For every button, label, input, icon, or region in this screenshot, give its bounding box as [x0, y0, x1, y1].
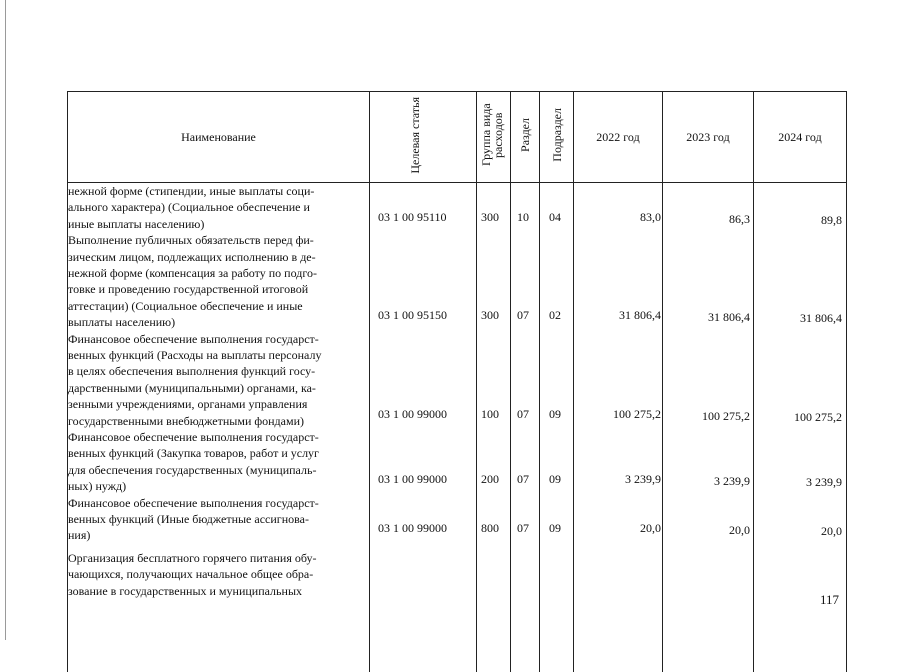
- expense-item-name-line: товке и проведению государственной итоговой: [68, 281, 369, 297]
- expense-item-name-line: государственными внебюджетными фондами): [68, 413, 369, 429]
- value-subsection: 02: [549, 308, 561, 322]
- value-subsection: 09: [549, 472, 561, 486]
- table-header-row: [68, 92, 847, 183]
- expense-item-name-line: в целях обеспечения выполнения функций госу-: [68, 363, 369, 379]
- budget-table: [67, 91, 847, 672]
- value-v2022: 20,0: [640, 521, 661, 535]
- value-subsection: 09: [549, 407, 561, 421]
- header-section: Раздел: [511, 92, 540, 183]
- value-v2024: 31 806,4: [800, 311, 842, 325]
- expense-item-name-line: нежной форме (компенсация за работу по подго-: [68, 265, 369, 281]
- expense-item-name: [68, 429, 369, 495]
- value-v2022: 83,0: [640, 210, 661, 224]
- expense-item-name-line: чающихся, получающих начальное общее обра-: [68, 566, 369, 582]
- header-year-2024: 2024 год: [754, 92, 847, 183]
- value-v2024: 89,8: [821, 213, 842, 227]
- value-v2024: 3 239,9: [806, 475, 842, 489]
- value-v2023: 100 275,2: [702, 409, 750, 423]
- expense-item-name-line: венных функций (Иные бюджетные ассигнова-: [68, 511, 369, 527]
- expense-item-name-line: дарственными (муниципальными) органами, ка-: [68, 380, 369, 396]
- value-v2022: 3 239,9: [625, 472, 661, 486]
- value-v2023: 3 239,9: [714, 474, 750, 488]
- expense-item-name: [68, 550, 369, 599]
- expense-item-name-line: Выполнение публичных обязательств перед фи-: [68, 232, 369, 248]
- value-code: 03 1 00 95110: [378, 210, 447, 224]
- value-v2023: 31 806,4: [708, 310, 750, 324]
- header-name: Наименование: [68, 92, 370, 183]
- expense-item-name-line: ального характера) (Социальное обеспечение и: [68, 199, 369, 215]
- value-group: 100: [481, 407, 499, 421]
- value-code: 03 1 00 99000: [378, 407, 447, 421]
- expense-item-name-line: зенными учреждениями, органами управления: [68, 396, 369, 412]
- value-group: 200: [481, 472, 499, 486]
- year-2023-column: [663, 183, 754, 672]
- value-v2023: 20,0: [729, 523, 750, 537]
- expense-item-name-line: нежной форме (стипендии, иные выплаты соци-: [68, 183, 369, 199]
- left-margin-line: [5, 0, 6, 640]
- header-year-2023: 2023 год: [663, 92, 754, 183]
- expense-item-name-line: иные выплаты населению): [68, 216, 369, 232]
- value-v2022: 100 275,2: [613, 407, 661, 421]
- expense-item-name-line: выплаты населению): [68, 314, 369, 330]
- expense-item-name: [68, 232, 369, 330]
- value-section: 07: [517, 407, 529, 421]
- value-section: 10: [517, 210, 529, 224]
- value-subsection: 04: [549, 210, 561, 224]
- expense-item-name-line: зическим лицом, подлежащих исполнению в де-: [68, 249, 369, 265]
- expense-item-name: [68, 331, 369, 429]
- expense-item-name: [68, 183, 369, 232]
- value-code: 03 1 00 95150: [378, 308, 447, 322]
- value-code: 03 1 00 99000: [378, 472, 447, 486]
- expense-item-name-line: Финансовое обеспечение выполнения государст-: [68, 331, 369, 347]
- page-number: 117: [820, 592, 839, 608]
- header-year-2022: 2022 год: [574, 92, 663, 183]
- header-subsection: Подраздел: [540, 92, 574, 183]
- value-v2024: 20,0: [821, 524, 842, 538]
- value-group: 300: [481, 308, 499, 322]
- expense-item-name-line: Финансовое обеспечение выполнения государст-: [68, 429, 369, 445]
- value-group: 300: [481, 210, 499, 224]
- expense-item-name-line: Организация бесплатного горячего питания обу-: [68, 550, 369, 566]
- section-column: [511, 183, 540, 672]
- year-2022-column: [574, 183, 663, 672]
- value-v2022: 31 806,4: [619, 308, 661, 322]
- code-column: [370, 183, 477, 672]
- expense-item-name-line: венных функций (Закупка товаров, работ и услуг: [68, 445, 369, 461]
- value-code: 03 1 00 99000: [378, 521, 447, 535]
- value-group: 800: [481, 521, 499, 535]
- header-expense-group: Группа вида расходов: [477, 92, 511, 183]
- expense-item-name-line: ния): [68, 527, 369, 543]
- group-column: [477, 183, 511, 672]
- expense-item-name-line: аттестации) (Социальное обеспечение и иные: [68, 298, 369, 314]
- expense-item-name-line: для обеспечения государственных (муниципаль-: [68, 462, 369, 478]
- value-subsection: 09: [549, 521, 561, 535]
- value-section: 07: [517, 308, 529, 322]
- value-section: 07: [517, 521, 529, 535]
- value-v2024: 100 275,2: [794, 410, 842, 424]
- expense-item-name-line: венных функций (Расходы на выплаты персоналу: [68, 347, 369, 363]
- name-column: [68, 183, 370, 672]
- expense-item-name-line: ных) нужд): [68, 478, 369, 494]
- value-v2023: 86,3: [729, 212, 750, 226]
- value-section: 07: [517, 472, 529, 486]
- subsection-column: [540, 183, 574, 672]
- header-target-article: Целевая статья: [370, 92, 477, 183]
- table-body-row: [68, 183, 847, 672]
- expense-item-name-line: зование в государственных и муниципальных: [68, 583, 369, 599]
- expense-item-name: [68, 495, 369, 544]
- expense-item-name-line: Финансовое обеспечение выполнения государст-: [68, 495, 369, 511]
